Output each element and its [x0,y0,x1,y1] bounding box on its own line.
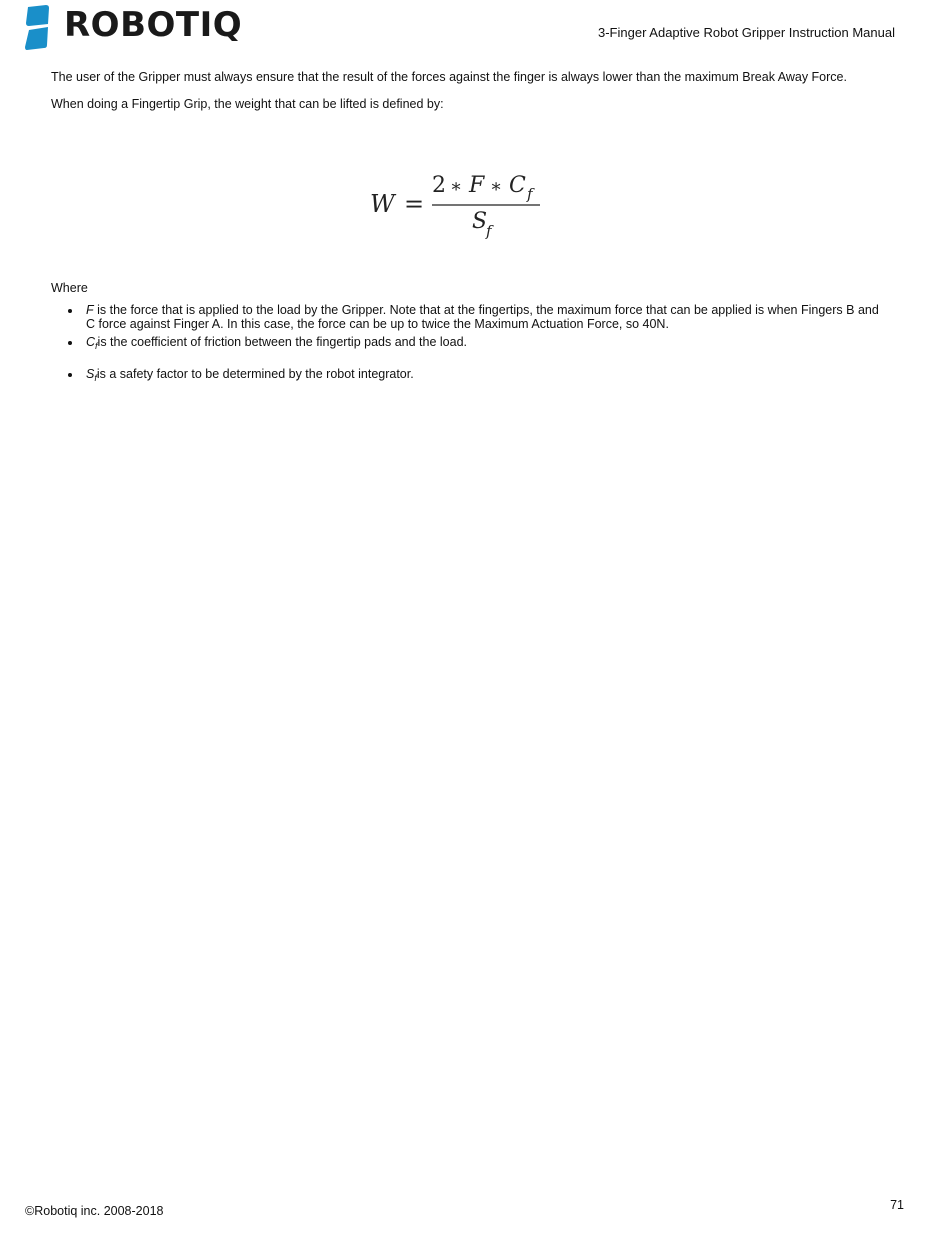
formula-times-1: ∗ [450,176,463,197]
variable-subscript: f [94,373,97,383]
formula-times-2: ∗ [490,176,503,197]
robotiq-logo-icon [24,4,60,50]
list-item [51,303,881,331]
bullet-icon [68,373,72,377]
logo-wordmark: ROBOTIQ [64,5,243,45]
formula-friction: C [509,173,526,198]
formula-coef: 2 [432,173,446,198]
bullet-icon [68,341,72,345]
copyright: ©Robotiq inc. 2008-2018 [25,1204,164,1218]
robotiq-logo [24,3,242,51]
variable-symbol: S [86,367,95,381]
formula-force: F [469,173,485,198]
paragraph-fingertip-grip: When doing a Fingertip Grip, the weight that can be lifted is defined by: [51,97,444,111]
paragraph-break-away: The user of the Gripper must always ensure that the result of the forces against the finger is always lower than the maximum Break Away Force. [51,70,847,84]
variable-symbol: F [86,303,94,317]
formula-friction-sub: f [527,185,533,203]
variable-description: is a safety factor to be determined by the robot integrator. [96,367,414,381]
formula-safety: S [472,209,488,234]
variable-symbol: C [86,335,96,349]
list-item [51,367,881,385]
variable-description: is the force that is applied to the load by the Gripper. Note that at the fingertips, the maximum force that can be applied is when Fingers B and C force against Finger A. In this case, the force can be up to twice the Maximum Actuation Force, so 40N. [86,303,879,331]
list-item [51,335,881,353]
variable-description: is the coefficient of friction between the fingertip pads and the load. [97,335,467,349]
weight-formula [368,168,548,244]
manual-title: 3-Finger Adaptive Robot Gripper Instruction Manual [598,25,895,40]
variable-definitions [51,303,881,385]
formula-safety-sub: f [486,222,492,240]
variable-subscript: f [95,341,98,351]
formula-equals: = [404,190,425,218]
page-number: 71 [890,1198,904,1212]
where-label: Where [51,281,88,295]
main-content [51,70,891,124]
bullet-icon [68,309,72,313]
formula-lhs: W [370,190,395,218]
